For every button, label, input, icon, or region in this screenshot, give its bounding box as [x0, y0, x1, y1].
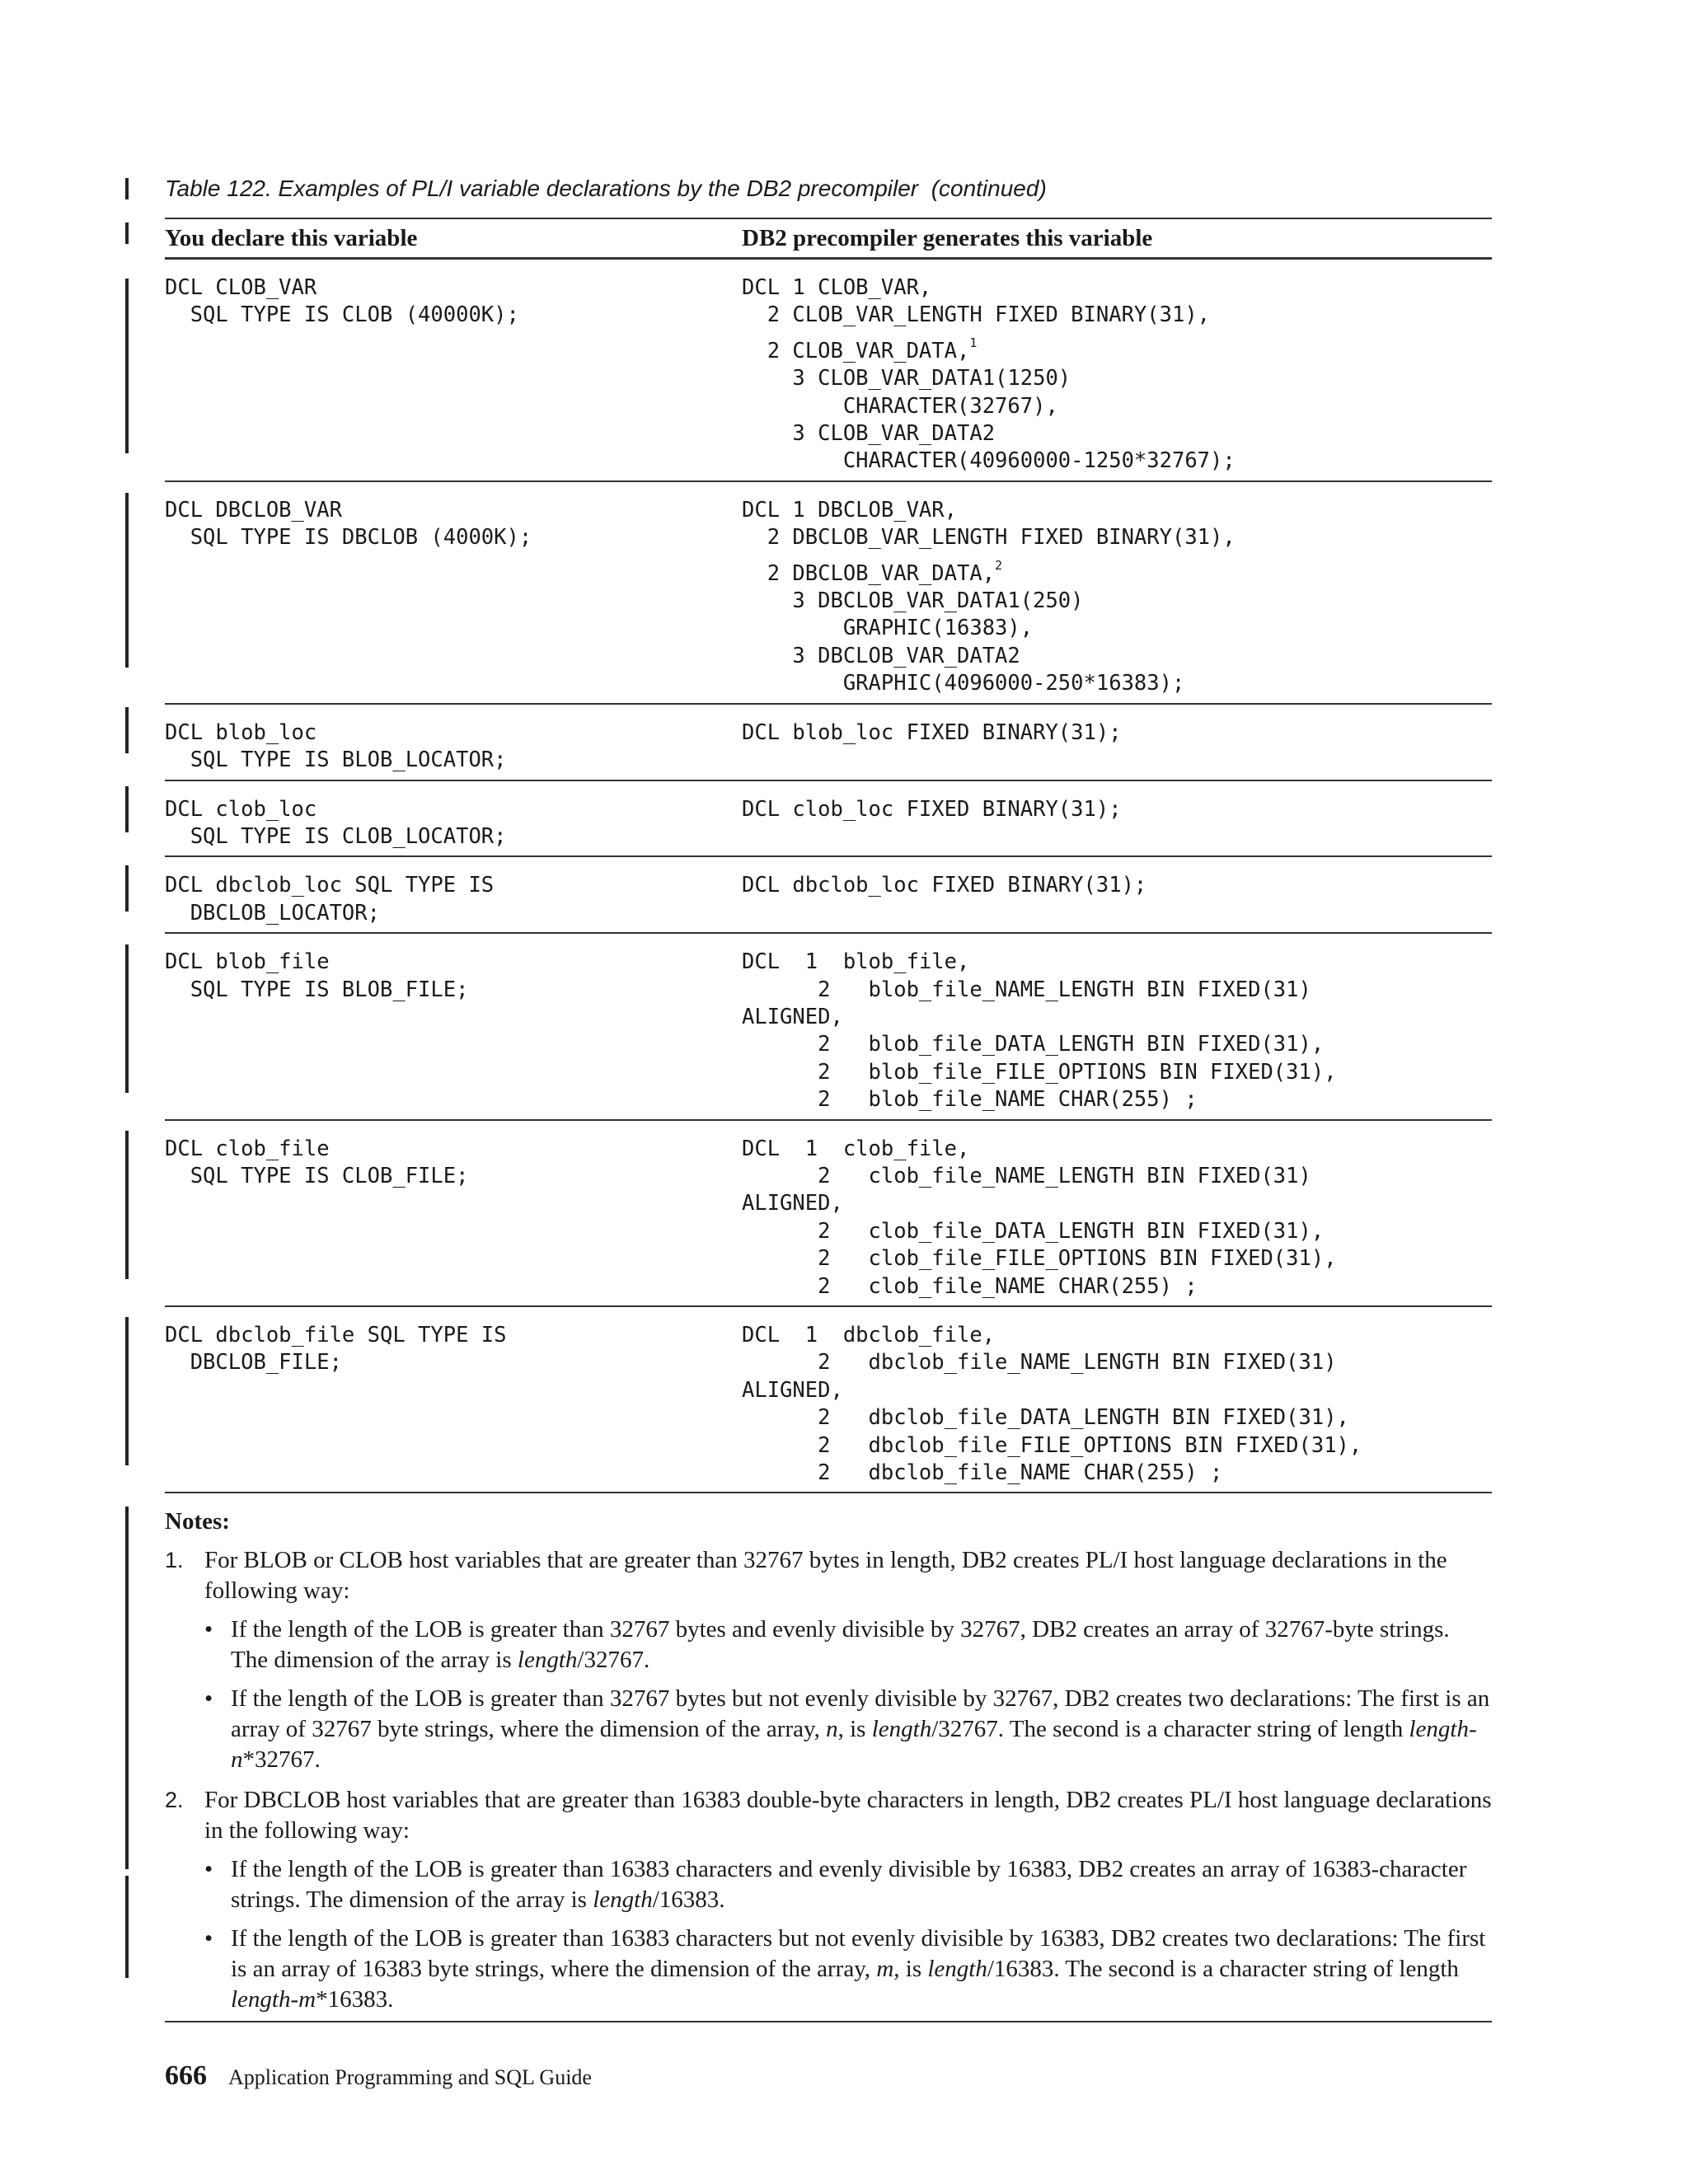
revision-bars: [125, 0, 134, 2184]
table-row: [165, 934, 1492, 1118]
table-row: [165, 1121, 1492, 1305]
notes-section: [165, 1507, 1492, 2015]
declarations-table: [165, 218, 1492, 1493]
generated-cell: DCL clob_loc FIXED BINARY(31);: [742, 796, 1122, 822]
declare-cell: DCL CLOB_VAR SQL TYPE IS CLOB (40000K);: [165, 275, 519, 328]
bullet-icon: •: [204, 1856, 213, 1882]
declare-cell: DCL blob_file SQL TYPE IS BLOB_FILE;: [165, 949, 469, 1002]
revision-bar: [125, 865, 129, 912]
bullet-text: If the length of the LOB is greater than 32767 bytes and evenly divisible by 32767, DB2 creates an array of 32767-byte strings. The dimension of the array is length/32767.: [231, 1616, 1450, 1673]
note-item: [165, 1785, 1492, 1846]
bullet-text: If the length of the LOB is greater than 16383 characters but not evenly divisible by 16383, DB2 creates two declarations: The first is an array of 16383 byte strings, where the dimension of the array, m, is length/16383. The second is a character string of length length-m*16383.: [231, 1925, 1486, 2013]
generated-cell: DCL 1 dbclob_file, 2 dbclob_file_NAME_LENGTH BIN FIXED(31) ALIGNED, 2 dbclob_file_DATA_LENGTH BIN FIXED(31), 2 dbclob_file_FILE_OPTIONS BIN FIXED(31), 2 dbclob_file_NAME CHAR(255) ;: [742, 1323, 1362, 1486]
revision-bar: [125, 178, 129, 199]
table-bottom-rule: [165, 1492, 1492, 1493]
revision-bar: [125, 279, 129, 453]
note-text: For DBCLOB host variables that are greater than 16383 double-byte characters in length, DB2 creates PL/I host language declarations in the following way:: [204, 1787, 1492, 1844]
bullet-text: If the length of the LOB is greater than 32767 bytes but not evenly divisible by 32767, DB2 creates two declarations: The first is an array of 32767 byte strings, where the dimension of the array, n, is length/32767. The second is a character string of length length-n*32767.: [231, 1685, 1490, 1773]
revision-bar: [125, 786, 129, 832]
revision-bar: [125, 944, 129, 1093]
page-footer: [165, 2060, 592, 2092]
revision-bar: [125, 493, 129, 668]
generated-cell: DCL blob_loc FIXED BINARY(31);: [742, 719, 1122, 745]
bullet-icon: •: [204, 1685, 213, 1712]
declare-cell: DCL dbclob_file SQL TYPE IS DBCLOB_FILE;: [165, 1323, 507, 1376]
footnote-ref: 1: [969, 335, 978, 350]
revision-bar: [125, 1131, 129, 1279]
revision-bar: [125, 1507, 129, 1869]
column-header-declare: You declare this variable: [165, 224, 418, 251]
bullet-text: If the length of the LOB is greater than 16383 characters and evenly divisible by 16383, DB2 creates an array of 16383-character strings. The dimension of the array is length/16383.: [231, 1856, 1467, 1913]
footnote-ref: 2: [995, 557, 1003, 573]
table-row: [165, 1307, 1492, 1492]
book-title: Application Programming and SQL Guide: [228, 2065, 592, 2089]
declare-cell: DCL clob_loc SQL TYPE IS CLOB_LOCATOR;: [165, 796, 507, 849]
table-header: [165, 219, 1492, 257]
declare-cell: DCL dbclob_loc SQL TYPE IS DBCLOB_LOCATOR;: [165, 873, 495, 926]
note-number: 1.: [165, 1548, 184, 1572]
declare-cell: DCL DBCLOB_VAR SQL TYPE IS DBCLOB (4000K);: [165, 497, 532, 551]
table-row: [165, 482, 1492, 703]
generated-cell: DCL 1 blob_file, 2 blob_file_NAME_LENGTH BIN FIXED(31) ALIGNED, 2 blob_file_DATA_LENGTH BIN FIXED(31), 2 blob_file_FILE_OPTIONS BIN FIXED(31), 2 blob_file_NAME CHAR(255) ;: [742, 949, 1337, 1113]
column-header-generated: DB2 precompiler generates this variable: [742, 224, 1153, 251]
bullet-icon: •: [204, 1925, 213, 1952]
revision-bar: [125, 707, 129, 753]
note-bullet: [204, 1854, 1492, 1915]
note-bullet: [204, 1615, 1492, 1675]
bullet-icon: •: [204, 1616, 213, 1643]
table-row: [165, 260, 1492, 480]
revision-bar: [125, 223, 129, 244]
generated-cell: DCL 1 CLOB_VAR, 2 CLOB_VAR_LENGTH FIXED BINARY(31), 2 CLOB_VAR_DATA,$^1$ 3 CLOB_VAR_DATA1(1250) CHARACTER(32767), 3 CLOB_VAR_DATA2 CHARACTER(40960000-1250*32767);: [742, 275, 1236, 474]
table-row: [165, 705, 1492, 780]
page-number: 666: [165, 2060, 207, 2091]
table-caption: Table 122. Examples of PL/I variable declarations by the DB2 precompiler (continued): [165, 176, 1047, 201]
revision-bar: [125, 1876, 129, 1978]
notes-heading: Notes:: [165, 1508, 230, 1535]
declare-cell: DCL blob_loc SQL TYPE IS BLOB_LOCATOR;: [165, 719, 507, 773]
note-item: [165, 1545, 1492, 1606]
generated-cell: DCL dbclob_loc FIXED BINARY(31);: [742, 873, 1147, 898]
generated-cell: DCL 1 clob_file, 2 clob_file_NAME_LENGTH BIN FIXED(31) ALIGNED, 2 clob_file_DATA_LENGTH BIN FIXED(31), 2 clob_file_FILE_OPTIONS BIN FIXED(31), 2 clob_file_NAME CHAR(255) ;: [742, 1136, 1337, 1299]
note-bullet: [204, 1684, 1492, 1775]
generated-cell: DCL 1 DBCLOB_VAR, 2 DBCLOB_VAR_LENGTH FIXED BINARY(31), 2 DBCLOB_VAR_DATA,$^2$ 3 DBCLOB_VAR_DATA1(250) GRAPHIC(16383), 3 DBCLOB_VAR_DATA2 GRAPHIC(4096000-250*16383);: [742, 497, 1236, 696]
notes-bottom-rule: [165, 2021, 1492, 2022]
note-number: 2.: [165, 1788, 184, 1812]
note-text: For BLOB or CLOB host variables that are greater than 32767 bytes in length, DB2 creates PL/I host language declarations in the following way:: [204, 1547, 1447, 1604]
table-row: [165, 781, 1492, 856]
table-row: [165, 857, 1492, 932]
revision-bar: [125, 1317, 129, 1465]
note-bullet: [204, 1924, 1492, 2015]
declare-cell: DCL clob_file SQL TYPE IS CLOB_FILE;: [165, 1136, 469, 1188]
